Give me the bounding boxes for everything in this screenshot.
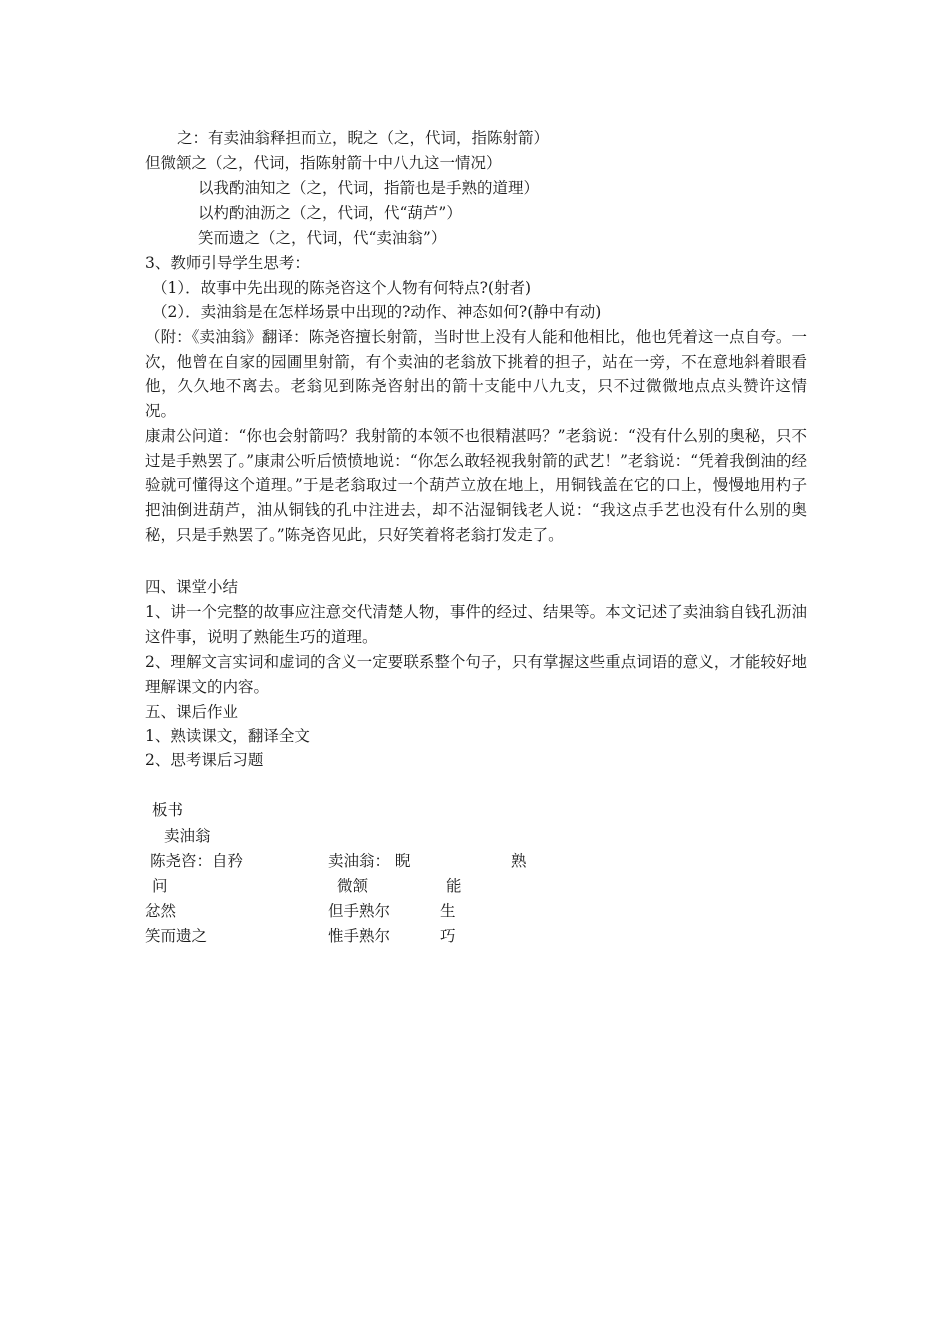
board-right-item: 巧 (440, 927, 456, 945)
question-item: （2）．卖油翁是在怎样场景中出现的?动作、神态如何?(静中有动) (152, 303, 602, 321)
board-right-item: 生 (440, 902, 456, 920)
board-title: 卖油翁 (164, 827, 211, 845)
board-middle-item: 卖油翁： 睨 (328, 852, 411, 870)
board-left-item: 陈尧咨：自矜 (150, 852, 244, 870)
question-item: （1）．故事中先出现的陈尧咨这个人物有何特点?(射者) (152, 279, 532, 297)
section-heading: 四、课堂小结 (145, 578, 239, 596)
text-line: 笑而遗之（之，代词，代“卖油翁”） (198, 229, 447, 247)
board-left-item: 笑而遗之 (145, 927, 208, 945)
board-middle-item: 但手熟尔 (328, 902, 391, 920)
text-line: 以我酌油知之（之，代词，指箭也是手熟的道理） (198, 179, 540, 197)
board-middle-item: 微颔 (337, 877, 369, 895)
board-right-item: 熟 (511, 852, 527, 870)
text-line: 以杓酌油沥之（之，代词，代“葫芦”） (198, 204, 462, 222)
board-left-item: 问 (152, 877, 168, 895)
section-subheading: 3、教师引导学生思考： (145, 254, 310, 272)
translation-paragraph: 康肃公问道：“你也会射箭吗？我射箭的本领不也很精湛吗？”老翁说：“没有什么别的奥秘，只不过是手熟罢了。”康肃公听后愤愤地说：“你怎么敢轻视我射箭的武艺！”老翁说：“凭着我倒油的经验就可懂得这个道理。”于是老翁取过一个葫芦立放在地上，用铜钱盖在它的口上，慢慢地用杓子把油倒进葫芦，油从铜钱的孔中注进去，却不沾湿铜钱老人说：“我这点手艺也没有什么别的奥秘，只是手熟罢了。”陈尧咨见此，只好笑着将老翁打发走了。 (145, 427, 807, 544)
board-label: 板书 (152, 801, 184, 819)
summary-paragraph: 1、讲一个完整的故事应注意交代清楚人物，事件的经过、结果等。本文记述了卖油翁自钱孔沥油这件事，说明了熟能生巧的道理。 (145, 603, 807, 646)
board-middle-item: 惟手熟尔 (328, 927, 391, 945)
section-heading: 五、课后作业 (145, 703, 239, 721)
homework-item: 2、思考课后习题 (145, 751, 264, 769)
board-right-item: 能 (446, 877, 462, 895)
text-line: 但微颔之（之，代词，指陈射箭十中八九这一情况） (145, 154, 502, 172)
homework-item: 1、熟读课文，翻译全文 (145, 727, 310, 745)
text-line: 之：有卖油翁释担而立，睨之（之，代词，指陈射箭） (177, 129, 550, 147)
translation-paragraph: （附：《卖油翁》翻译：陈尧咨擅长射箭，当时世上没有人能和他相比，他也凭着这一点自夸。一次，他曾在自家的园圃里射箭，有个卖油的老翁放下挑着的担子，站在一旁，不在意地斜着眼看他，久久地不离去。老翁见到陈尧咨射出的箭十支能中八九支，只不过微微地点点头赞许这情况。 (145, 328, 807, 421)
summary-paragraph: 2、理解文言实词和虚词的含义一定要联系整个句子，只有掌握这些重点词语的意义，才能较好地理解课文的内容。 (145, 653, 807, 696)
board-left-item: 忿然 (145, 902, 177, 920)
